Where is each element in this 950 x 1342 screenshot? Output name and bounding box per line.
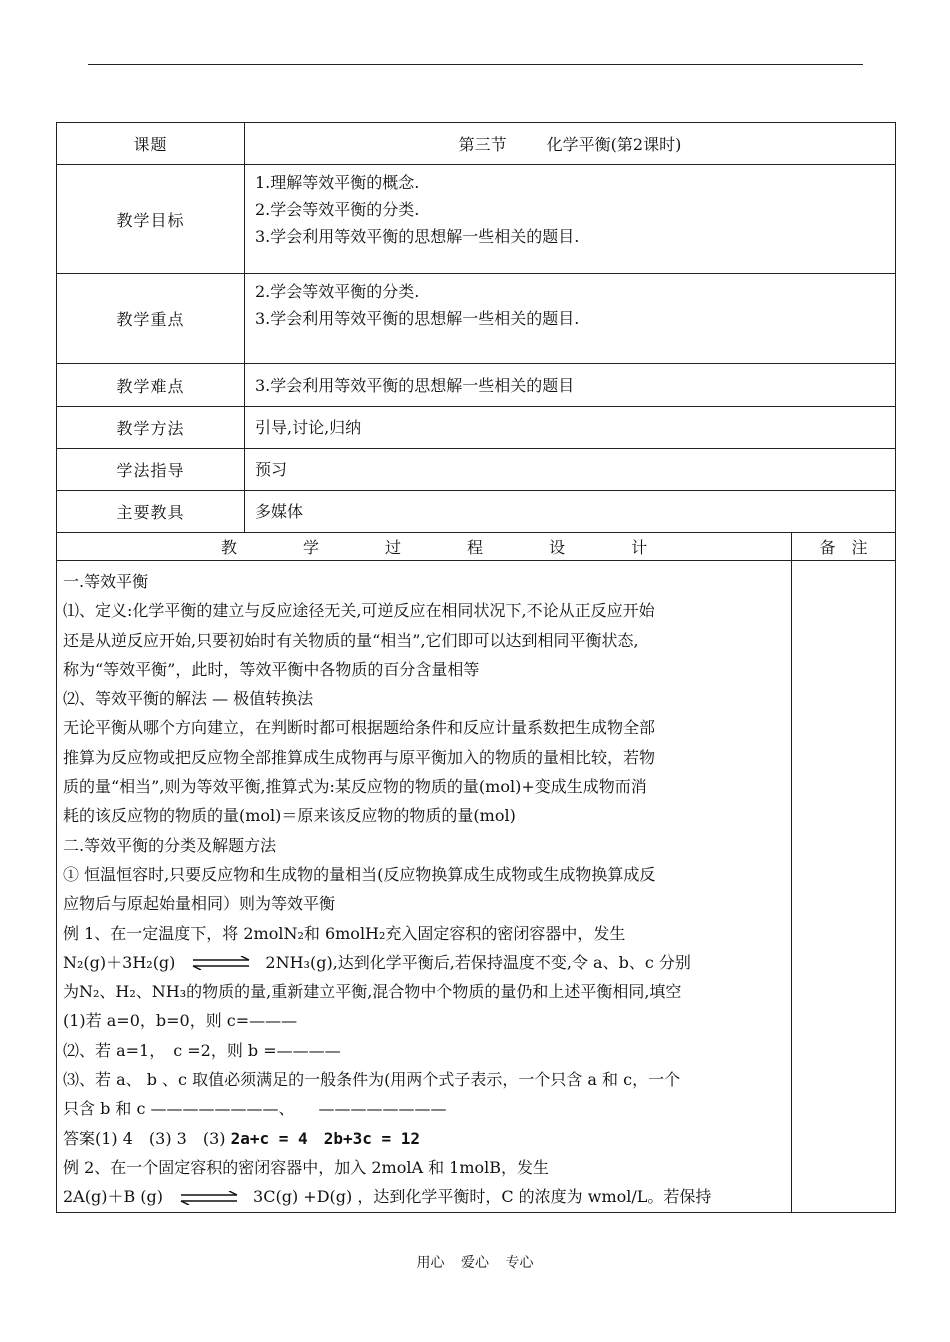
label-methods: 教学方法 (57, 407, 245, 449)
label-key-points: 教学重点 (57, 274, 245, 364)
equation-reactants: 2A(g)＋B (g) (63, 1187, 164, 1207)
difficulty-1: 3.学会利用等效平衡的思想解一些相关的题目 (245, 364, 896, 407)
label-tools: 主要教具 (57, 491, 245, 533)
text-line: 应物后与原起始量相同）则为等效平衡 (63, 894, 336, 914)
process-char-2: 学 (303, 538, 320, 557)
lesson-title (245, 123, 896, 165)
process-header (57, 533, 792, 561)
lesson-plan-table (56, 122, 896, 1213)
row-tools (57, 491, 896, 533)
text-line: ① 恒温恒容时,只要反应物和生成物的量相当(反应物换算成生成物或生成物换算成反 (63, 864, 656, 884)
remarks-header: 备 注 (792, 533, 896, 561)
header-rule (88, 64, 863, 65)
equation-line (63, 948, 785, 977)
process-char-6: 计 (631, 538, 648, 557)
objective-2: 2.学会等效平衡的分类. (255, 200, 420, 219)
page-footer (0, 1252, 950, 1272)
tools-value: 多媒体 (245, 491, 896, 533)
answer-bold: 2a+c = 4 2b+3c = 12 (230, 1128, 421, 1148)
row-process-header (57, 533, 896, 561)
objective-3: 3.学会利用等效平衡的思想解一些相关的题目. (255, 227, 580, 246)
process-char-5: 设 (549, 538, 566, 557)
objectives-cell (245, 165, 896, 274)
answer-prefix: 答案(1) 4 (3) 3 (3) (63, 1128, 231, 1148)
text-line: 一.等效平衡 (63, 572, 149, 591)
text-line: 无论平衡从哪个方向建立，在判断时都可根据题给条件和反应计量系数把生成物全部 (63, 718, 656, 738)
row-key-points (57, 274, 896, 364)
equilibrium-arrow-icon (191, 956, 251, 970)
objective-1: 1.理解等效平衡的概念. (255, 173, 420, 192)
row-study-guide (57, 449, 896, 491)
title-section: 第三节 (458, 135, 507, 154)
row-topic (57, 123, 896, 165)
process-char-4: 程 (467, 538, 484, 557)
study-guide-value: 预习 (245, 449, 896, 491)
text-line: ⑵、若 a=1， c =2，则 b =———— (63, 1040, 341, 1060)
text-line: 例 2、在一个固定容积的密闭容器中，加入 2molA 和 1molB，发生 (63, 1157, 550, 1177)
text-line: 耗的该反应物的物质的量(mol)＝原来该反应物的物质的量(mol) (63, 806, 516, 826)
equation-products: 3C(g) +D(g) ，达到化学平衡时，C 的浓度为 wmol/L。若保持 (253, 1187, 712, 1207)
row-difficulties (57, 364, 896, 407)
key-points-cell (245, 274, 896, 364)
text-line: 称为“等效平衡”，此时，等效平衡中各物质的百分含量相等 (63, 659, 480, 679)
process-char-1: 教 (221, 538, 238, 557)
label-difficulties: 教学难点 (57, 364, 245, 407)
equation-line (63, 1182, 785, 1211)
process-content (57, 561, 792, 1213)
row-process-body (57, 561, 896, 1213)
equation-products: 2NH₃(g),达到化学平衡后,若保持温度不变,令 a、b、c 分别 (265, 952, 691, 972)
remarks-cell (792, 561, 896, 1213)
process-char-3: 过 (385, 538, 402, 557)
text-line: 只含 b 和 c ————————、 ———————— (63, 1099, 447, 1119)
text-line: 推算为反应物或把反应物全部推算成生成物再与原平衡加入的物质的量相比较，若物 (63, 747, 656, 767)
row-methods (57, 407, 896, 449)
key-point-1: 2.学会等效平衡的分类. (255, 282, 420, 301)
answer-line (63, 1124, 785, 1153)
text-line: (1)若 a=0，b=0，则 c=——— (63, 1011, 298, 1031)
footer-word-2: 爱心 (461, 1255, 489, 1271)
equation-reactants: N₂(g)＋3H₂(g) (63, 952, 176, 972)
footer-word-1: 用心 (416, 1255, 445, 1271)
label-objectives: 教学目标 (57, 165, 245, 274)
label-study-guide: 学法指导 (57, 449, 245, 491)
label-topic: 课题 (57, 123, 245, 165)
text-line: 为N₂、H₂、NH₃的物质的量,重新建立平衡,混合物中个物质的量仍和上述平衡相同,填空 (63, 982, 682, 1002)
methods-value: 引导,讨论,归纳 (245, 407, 896, 449)
equilibrium-arrow-icon (179, 1191, 239, 1205)
text-line: 例 1、在一定温度下，将 2molN₂和 6molH₂充入固定容积的密闭容器中，发生 (63, 923, 626, 943)
text-line: ⑶、若 a、 b 、c 取值必须满足的一般条件为(用两个式子表示，一个只含 a 和 c，一个 (63, 1070, 681, 1090)
title-name: 化学平衡(第2课时) (546, 135, 682, 154)
text-line: 质的量“相当”,则为等效平衡,推算式为:某反应物的物质的量(mol)+变成生成物而消 (63, 777, 647, 797)
text-line: ⑵、等效平衡的解法 — 极值转换法 (63, 689, 314, 709)
row-objectives (57, 165, 896, 274)
key-point-2: 3.学会利用等效平衡的思想解一些相关的题目. (255, 309, 580, 328)
footer-word-3: 专心 (505, 1255, 534, 1271)
text-line: 还是从逆反应开始,只要初始时有关物质的量“相当”,它们即可以达到相同平衡状态, (63, 630, 639, 650)
text-line: ⑴、定义:化学平衡的建立与反应途径无关,可逆反应在相同状况下,不论从正反应开始 (63, 601, 655, 621)
text-line: 二.等效平衡的分类及解题方法 (63, 835, 277, 855)
